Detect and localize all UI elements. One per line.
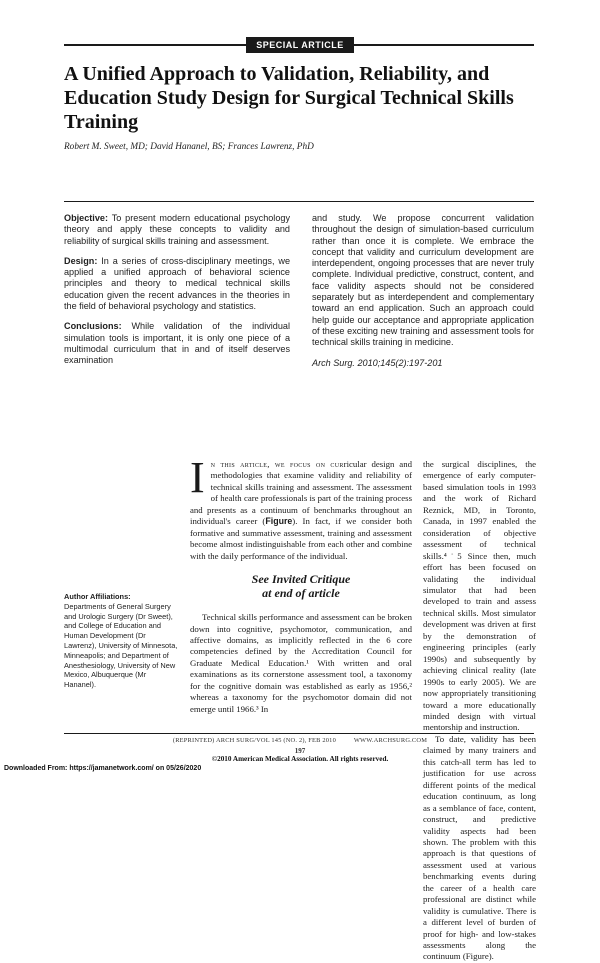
design-text: In a series of cross-disciplinary meetings, we applied a unified approach of behavioral science principles and theory to medical technical skills education given the recent advances in the theories in the field of behavioral psychology and statistics.: [64, 255, 290, 312]
intro-text-a: ricular design and methodologies that examine validity and reliability of technical skills training and assessment. The assessment of health care professionals is part of the training process and presents as a continuum of benchmarks throughout an individual's career (: [190, 459, 412, 527]
abstract-objective: [64, 213, 290, 247]
conclusions-text-b: and study. We propose concurrent validation throughout the design of simulation-based curriculum rather than once it is complete. We embrace the concept that validity and curriculum development are interdependent, ongoing processes that are never truly complete. Individual predictive, construct, content, and face validity aspects should not be considered separately but as interdependent and complementary toward an end application. Such an approach could help guide our acceptance and appropriate application of these exciting new training and assessment tools for technical skills training in medicine.: [312, 213, 534, 348]
intro-paragraph: [190, 453, 412, 562]
lead-in-text: n this article, we focus on cur: [210, 459, 344, 469]
download-notice: Downloaded From: https://jamanetwork.com/ on 05/26/2020: [4, 765, 202, 772]
abstract-conclusions: [64, 321, 290, 366]
citation: Arch Surg. 2010;145(2):197-201: [312, 357, 443, 368]
affiliations-title: Author Affiliations:: [64, 592, 131, 601]
col2-paragraph-1: the surgical disciplines, the emergence of early computer-based simulation tools in 1993 and the work of Richard Reznick, MD, in Toronto, Canada, in 1997 enabled the consideration of objective assessment of technical skills.⁴˙5 Since then, much effort has been focused on validating the individual simulator that had been developed to train and assess technical skills. Most simulator development was driven at first by the demonstration of engineering principles (early 1990s) and subsequently by achieving clinical reality (late 1990s to early 2005). We are now appropriately transitioning toward a more educationally minded design with virtual mentorship and instruction.: [423, 459, 536, 733]
conclusions-text-a: While validation of the individual simulation tools is important, it is only one piece of a multimodal curriculum that in and of itself deserves examination: [64, 321, 290, 366]
page-number: 197: [294, 747, 306, 755]
author-list: Robert M. Sweet, MD; David Hananel, BS; Frances Lawrenz, PhD: [64, 142, 314, 152]
conclusions-label: Conclusions:: [64, 321, 122, 332]
body-column-1: [190, 453, 412, 715]
critique-line-2: at end of article: [262, 586, 340, 601]
author-affiliations: [64, 592, 180, 690]
objective-text: To present modern educational psychology theory and apply these concepts to validity and reliability of surgical skills training and assessment.: [64, 213, 290, 246]
affiliations-text: Departments of General Surgery and Urologic Surgery (Dr Sweet), and College of Education and Human Development (Dr Lawrenz), University of Minnesota, Minneapolis; and Department of Anesthesiology, University of New Mexico, Albuquerque (Mr Hananel).: [64, 601, 178, 690]
abstract-top-rule: [64, 201, 534, 202]
invited-critique-note: [190, 572, 412, 600]
abstract-right-column: [312, 213, 534, 378]
copyright-notice: ©2010 American Medical Association. All rights reserved.: [211, 755, 389, 763]
drop-cap: I: [190, 453, 205, 502]
journal-footer: (REPRINTED) ARCH SURG/VOL 145 (NO. 2), FEB 2010 WWW.ARCHSURG.COM: [172, 737, 428, 744]
body-paragraph-2: Technical skills performance and assessment can be broken down into cognitive, psychomotor, communication, and affective domains, as implicitly reflected in the 6 core competencies defined by the Accreditation Council for Graduate Medical Education.¹ With written and oral examinations as its cornerstone assessment tool, a taxonomy for the cognitive domain was established as early as 1956,² whereas a taxonomy for the psychomotor domain did not emerge until 1966.³ In: [190, 612, 412, 714]
section-tag: SPECIAL ARTICLE: [246, 37, 354, 53]
critique-line-1: See Invited Critique: [251, 572, 351, 587]
intro-text-b: ). In fact, if we consider both formative and summative assessment, training and assessment become almost indistinguishable from each other and combine with the daily performance of the individual.: [190, 516, 412, 561]
objective-label: Objective:: [64, 213, 108, 223]
body-column-2: [423, 459, 536, 963]
figure-reference: Figure: [265, 516, 293, 527]
abstract-design: [64, 256, 290, 312]
footer-rule: [64, 733, 534, 734]
design-label: Design:: [64, 255, 98, 266]
article-title: A Unified Approach to Validation, Reliability, and Education Study Design for Surgical Technical Skills Training: [64, 63, 514, 133]
abstract-left-column: [64, 213, 290, 376]
col2-paragraph-2: To date, validity has been claimed by many trainers and this catch-all term has led to justification for use across different points of the medical education continuum, as long as a semblance of face, content, construct, and predictive validity aspects had been shown. The problem with this approach is that questions of assessment used at various benchmarking events during the career of a health care professional are distinct while validity is cumulative. There is a different level of burden of proof for high- and low-stakes assessments along the continuum (Figure).: [423, 733, 536, 962]
